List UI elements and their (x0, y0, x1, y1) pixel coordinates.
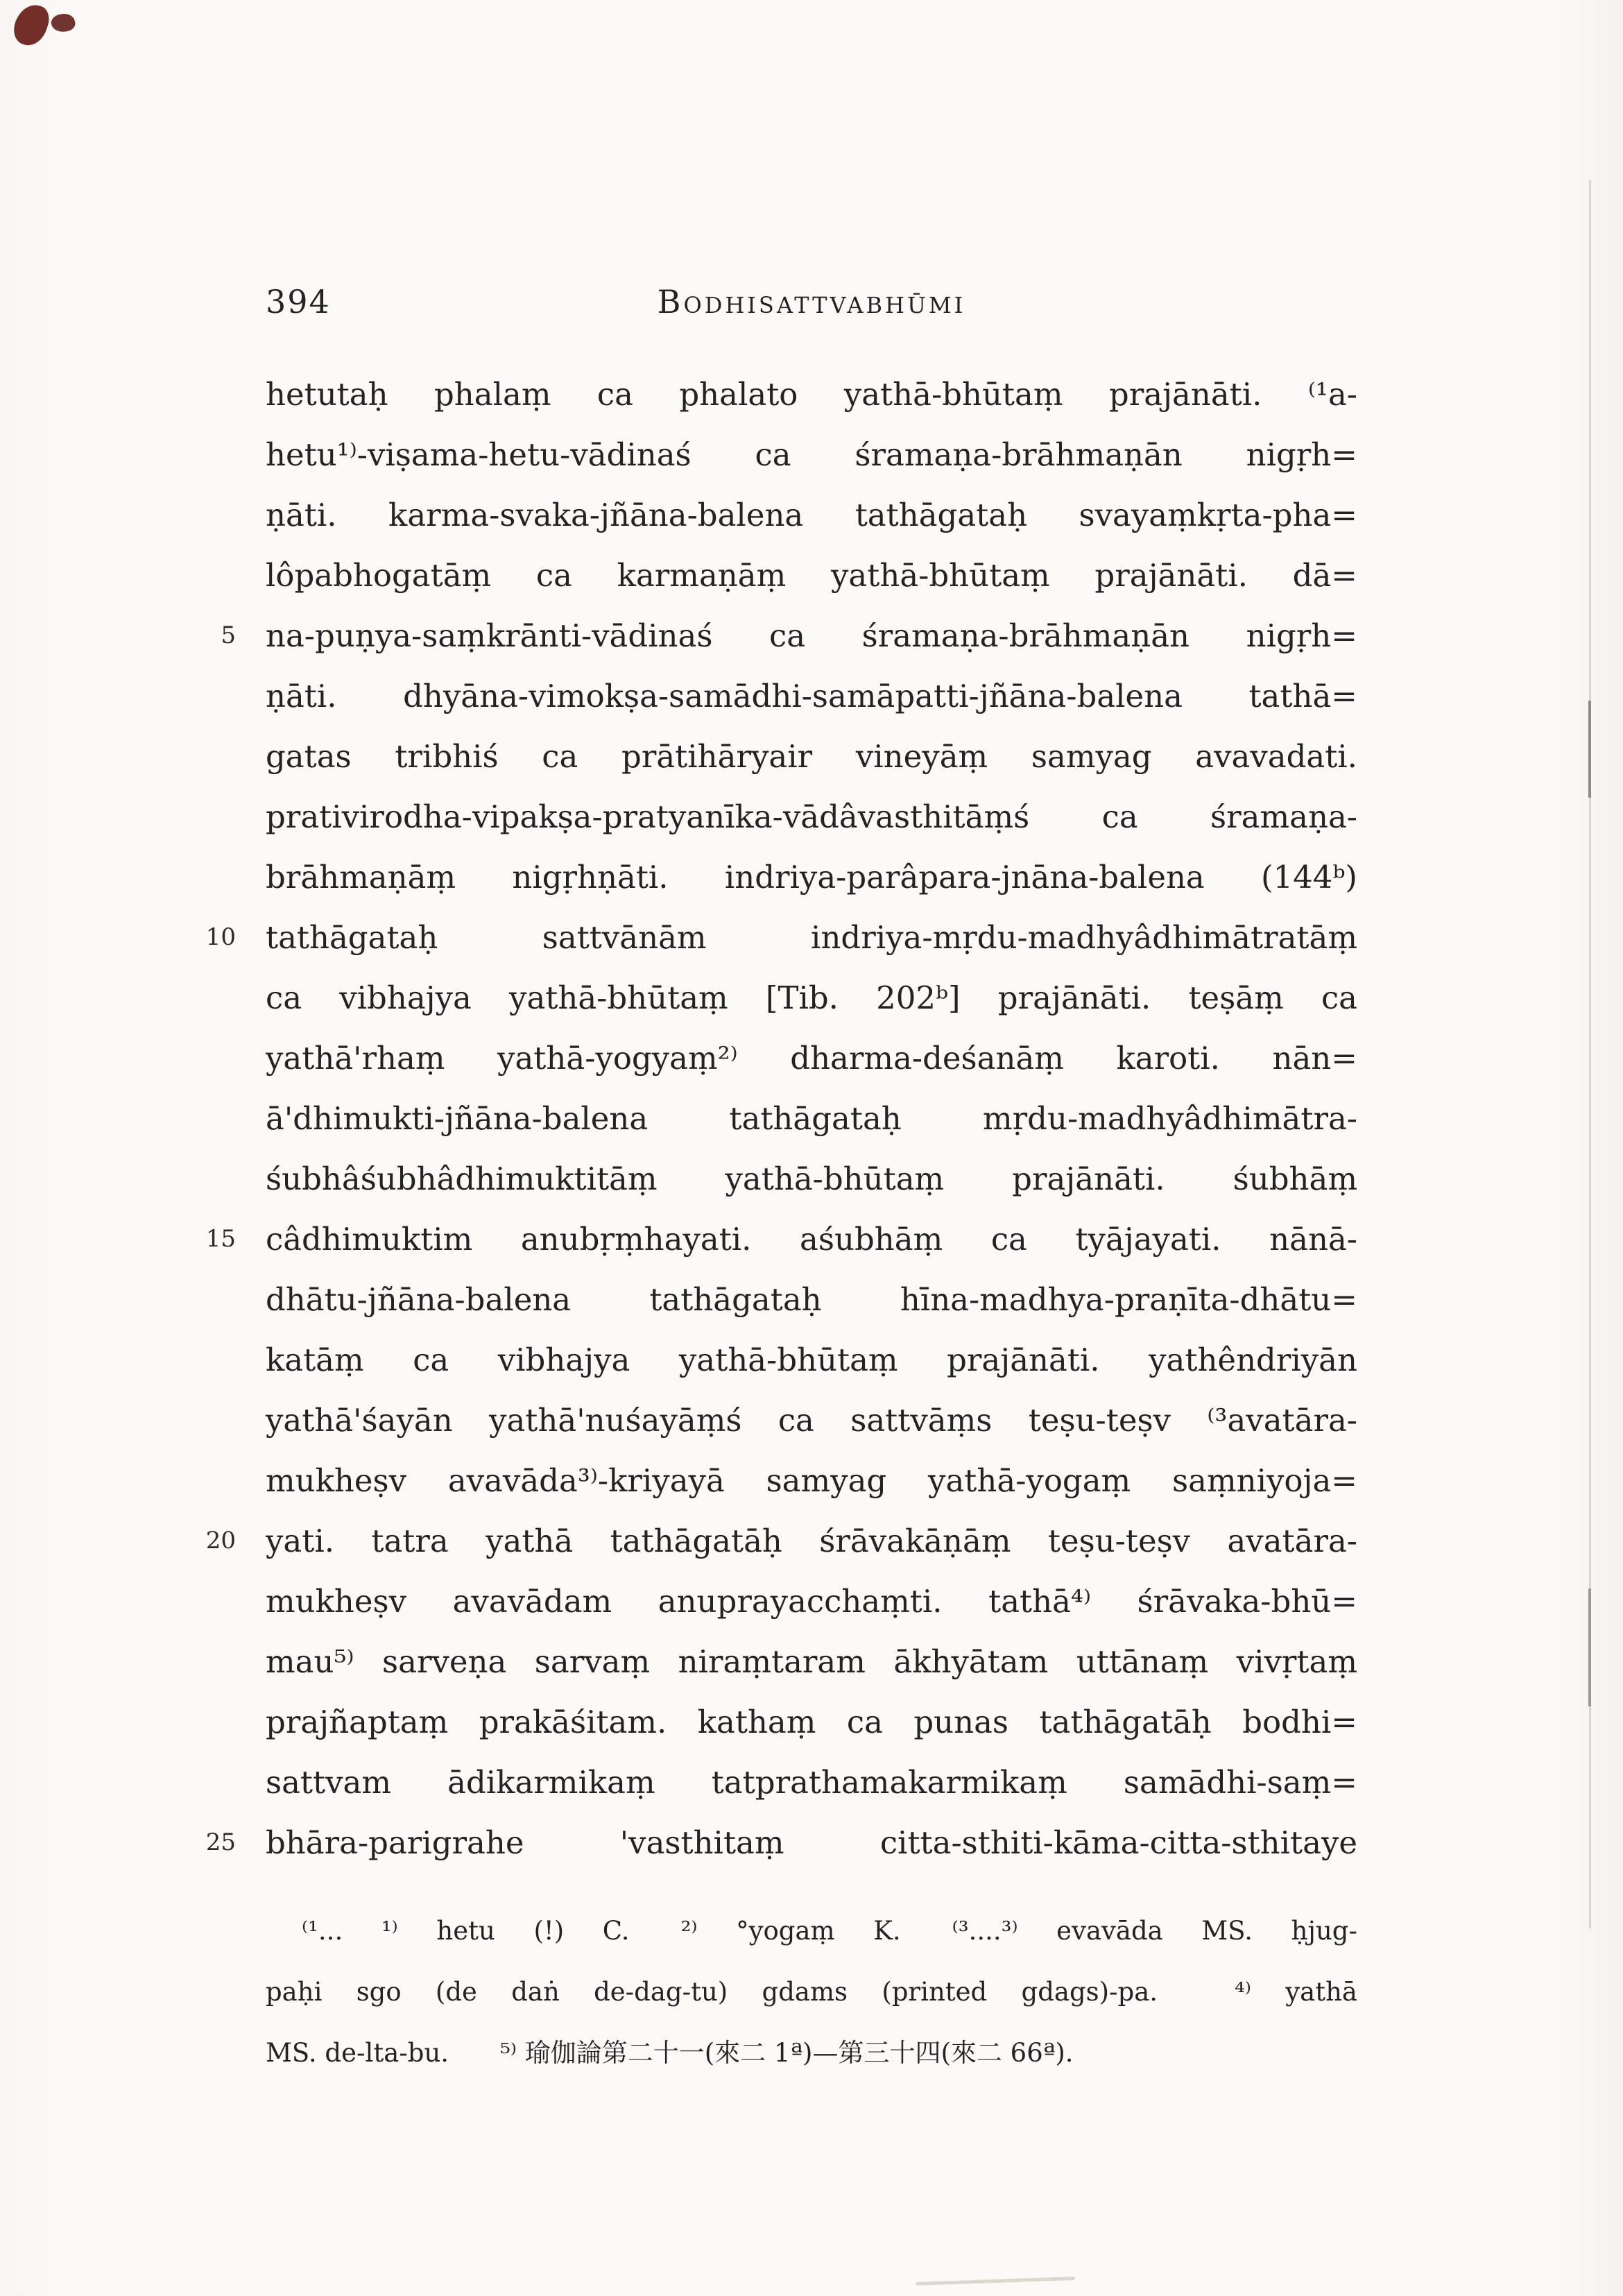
text-line: ṇāti. karma-svaka-jñāna-balena tathāgataḥ svayaṃkṛta-pha= (266, 497, 1357, 533)
text-line: mau⁵⁾ sarveṇa sarvaṃ niraṃtaram ākhyātam uttānaṃ vivṛtaṃ (266, 1643, 1357, 1680)
margin-line-number: 20 (205, 1527, 236, 1554)
text-line: prajñaptaṃ prakāśitam. kathaṃ ca punas tathāgatāḥ bodhi= (266, 1704, 1357, 1740)
text-line: śubhâśubhâdhimuktitāṃ yathā-bhūtaṃ prajānāti. śubhāṃ (266, 1160, 1357, 1197)
text-line: ca vibhajya yathā-bhūtaṃ [Tib. 202ᵇ] prajānāti. teṣāṃ ca (266, 979, 1357, 1016)
text-line: ā'dhimukti-jñāna-balena tathāgataḥ mṛdu-madhyâdhimātra- (266, 1100, 1357, 1137)
footnote-line: paḥi sgo (de daṅ de-dag-tu) gdams (printed gdags)-pa. ⁴⁾ yathā (266, 1977, 1357, 2007)
footnote-line: MS. de-lta-bu. ⁵⁾ 瑜伽論第二十一(來二 1ª)—第三十四(來二 66ª). (266, 2038, 1074, 2068)
text-line: gatas tribhiś ca prātihāryair vineyāṃ samyag avavadati. (266, 738, 1357, 775)
right-edge-scan-line (1588, 1588, 1591, 1706)
text-line: ṇāti. dhyāna-vimokṣa-samādhi-samāpatti-jñāna-balena tathā= (266, 678, 1357, 714)
margin-line-number: 25 (205, 1828, 236, 1856)
right-edge-scan-line (1588, 701, 1591, 798)
text-line: câdhimuktim anubṛṃhayati. aśubhāṃ ca tyājayati. nānā- (266, 1221, 1357, 1258)
text-line: katāṃ ca vibhajya yathā-bhūtaṃ prajānāti. yathêndriyān (266, 1342, 1357, 1378)
text-line: na-puṇya-saṃkrānti-vādinaś ca śramaṇa-brāhmaṇān nigṛh= (266, 617, 1357, 654)
text-line: sattvam ādikarmikaṃ tatprathamakarmikaṃ samādhi-saṃ= (266, 1764, 1357, 1801)
body-text-block (266, 364, 1357, 1873)
bottom-scan-smudge (916, 2277, 1075, 2286)
corner-ink-mark (50, 12, 77, 35)
corner-ink-mark (10, 0, 53, 49)
text-line: mukheṣv avavādam anuprayacchaṃti. tathā⁴⁾ śrāvaka-bhū= (266, 1583, 1357, 1620)
text-line: hetutaḥ phalaṃ ca phalato yathā-bhūtaṃ prajānāti. ⁽¹a- (266, 376, 1357, 413)
margin-line-number: 10 (205, 923, 236, 951)
text-line: bhāra-parigrahe 'vasthitaṃ citta-sthiti-kāma-citta-sthitaye (266, 1824, 1357, 1861)
running-title: Bodhisattvabhūmi (657, 283, 966, 320)
margin-line-number: 15 (205, 1225, 236, 1253)
text-line: hetu¹⁾-viṣama-hetu-vādinaś ca śramaṇa-brāhmaṇān nigṛh= (266, 436, 1357, 473)
right-edge-scan-line (1589, 180, 1591, 1928)
footnote-line: ⁽¹... ¹⁾ hetu (!) C. ²⁾ °yogaṃ K. ⁽³....³⁾ evavāda MS. ḥjug- (302, 1916, 1357, 1946)
text-line: dhātu-jñāna-balena tathāgataḥ hīna-madhya-praṇīta-dhātu= (266, 1281, 1357, 1318)
text-line: tathāgataḥ sattvānām indriya-mṛdu-madhyâdhimātratāṃ (266, 919, 1357, 956)
text-line: lôpabhogatāṃ ca karmaṇāṃ yathā-bhūtaṃ prajānāti. dā= (266, 557, 1357, 594)
page-number: 394 (266, 283, 331, 320)
text-line: brāhmaṇāṃ nigṛhṇāti. indriya-parâpara-jnāna-balena (144ᵇ) (266, 859, 1357, 896)
text-line: yathā'rhaṃ yathā-yogyaṃ²⁾ dharma-deśanāṃ karoti. nān= (266, 1040, 1357, 1077)
text-line: prativirodha-vipakṣa-pratyanīka-vādâvasthitāṃś ca śramaṇa- (266, 798, 1357, 835)
text-line: yathā'śayān yathā'nuśayāṃś ca sattvāṃs teṣu-teṣv ⁽³avatāra- (266, 1402, 1357, 1439)
page-header (266, 283, 1357, 332)
text-line: yati. tatra yathā tathāgatāḥ śrāvakāṇāṃ teṣu-teṣv avatāra- (266, 1523, 1357, 1559)
text-line: mukheṣv avavāda³⁾-kriyayā samyag yathā-yogaṃ saṃniyoja= (266, 1462, 1357, 1499)
footnotes-block (266, 1901, 1357, 2084)
margin-line-number: 5 (221, 622, 236, 649)
